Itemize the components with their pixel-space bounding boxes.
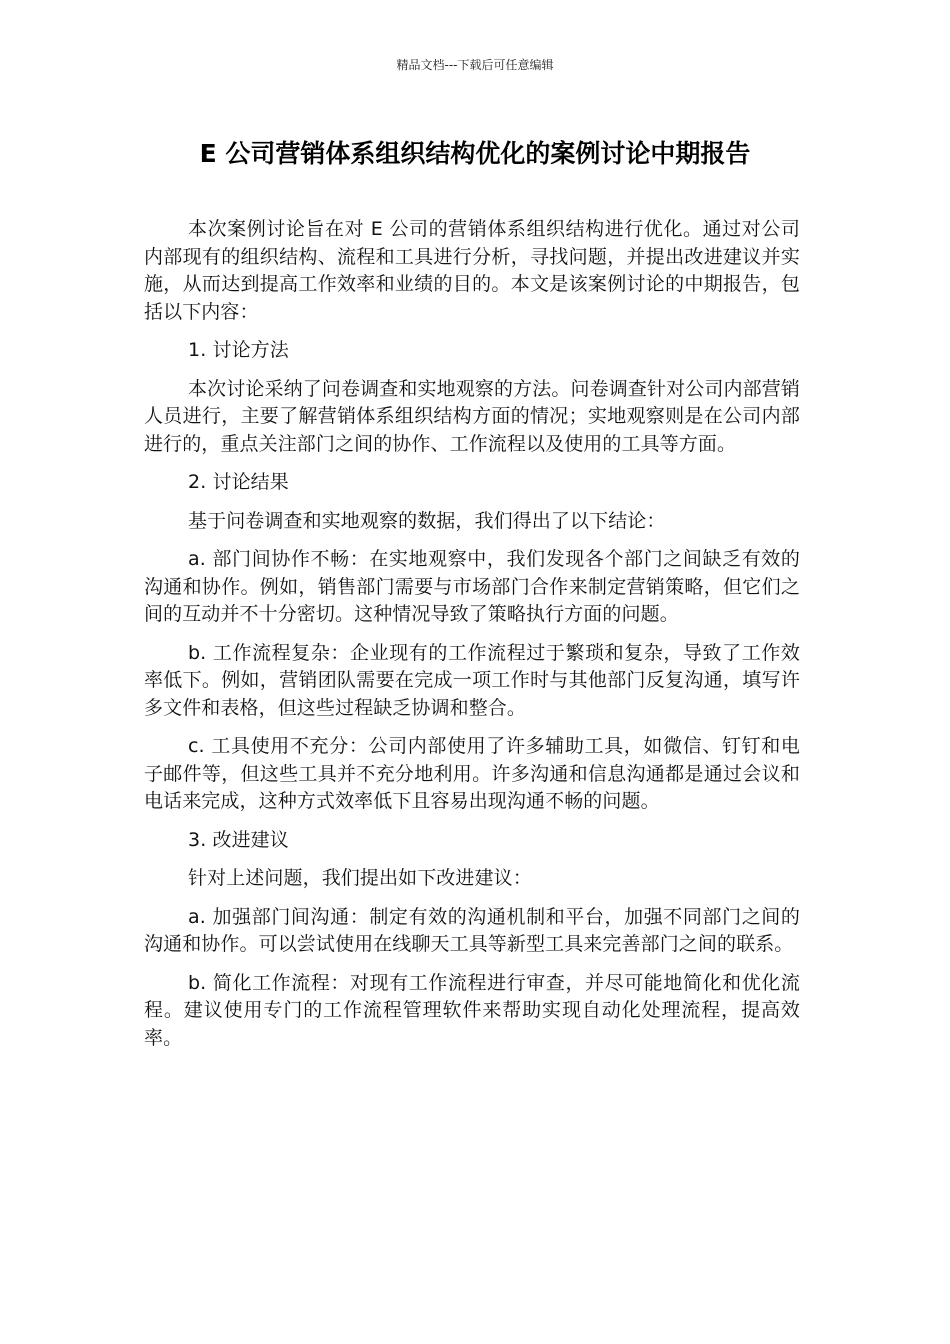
suggestion-item-a: a. 加强部门间沟通：制定有效的沟通机制和平台，加强不同部门之间的沟通和协作。可以尝试使用在线聊天工具等新型工具来完善部门之间的联系。 xyxy=(144,905,800,955)
section-heading-results: 2. 讨论结果 xyxy=(188,471,289,493)
document-body xyxy=(144,216,800,1063)
document-title: E 公司营销体系组织结构优化的案例讨论中期报告 xyxy=(199,139,751,168)
section-heading-suggestions: 3. 改进建议 xyxy=(188,828,289,851)
result-item-a: a. 部门间协作不畅：在实地观察中，我们发现各个部门之间缺乏有效的沟通和协作。例如，销售部门需要与市场部门合作来制定营销策略，但它们之间的互动并不十分密切。这种情况导致了策略执行方面的问题。 xyxy=(144,548,800,625)
intro-paragraph: 本次案例讨论旨在对 E 公司的营销体系组织结构进行优化。通过对公司内部现有的组织结构、流程和工具进行分析，寻找问题，并提出改进建议并实施，从而达到提高工作效率和业绩的目的。本文是该案例讨论的中期报告，包括以下内容： xyxy=(144,218,800,323)
suggestions-intro-paragraph: 针对上述问题，我们提出如下改进建议： xyxy=(188,867,532,889)
suggestion-item-b: b. 简化工作流程：对现有工作流程进行审查，并尽可能地简化和优化流程。建议使用专门的工作流程管理软件来帮助实现自动化处理流程，提高效率。 xyxy=(144,971,800,1049)
result-item-b: b. 工作流程复杂：企业现有的工作流程过于繁琐和复杂，导致了工作效率低下。例如，营销团队需要在完成一项工作时与其他部门反复沟通，填写许多文件和表格，但这些过程缺乏协调和整合。 xyxy=(144,641,800,719)
method-paragraph: 本次讨论采纳了问卷调查和实地观察的方法。问卷调查针对公司内部营销人员进行，主要了解营销体系组织结构方面的情况；实地观察则是在公司内部进行的，重点关注部门之间的协作、工作流程以及使用的工具等方面。 xyxy=(144,377,800,455)
results-intro-paragraph: 基于问卷调查和实地观察的数据，我们得出了以下结论： xyxy=(188,509,666,532)
result-item-c: c. 工具使用不充分：公司内部使用了许多辅助工具，如微信、钉钉和电子邮件等，但这些工具并不充分地利用。许多沟通和信息沟通都是通过会议和电话来完成，这种方式效率低下且容易出现沟通不畅的问题。 xyxy=(144,735,800,812)
page-header-watermark: 精品文档---下载后可任意编辑 xyxy=(396,58,554,72)
section-heading-method: 1. 讨论方法 xyxy=(188,339,289,361)
